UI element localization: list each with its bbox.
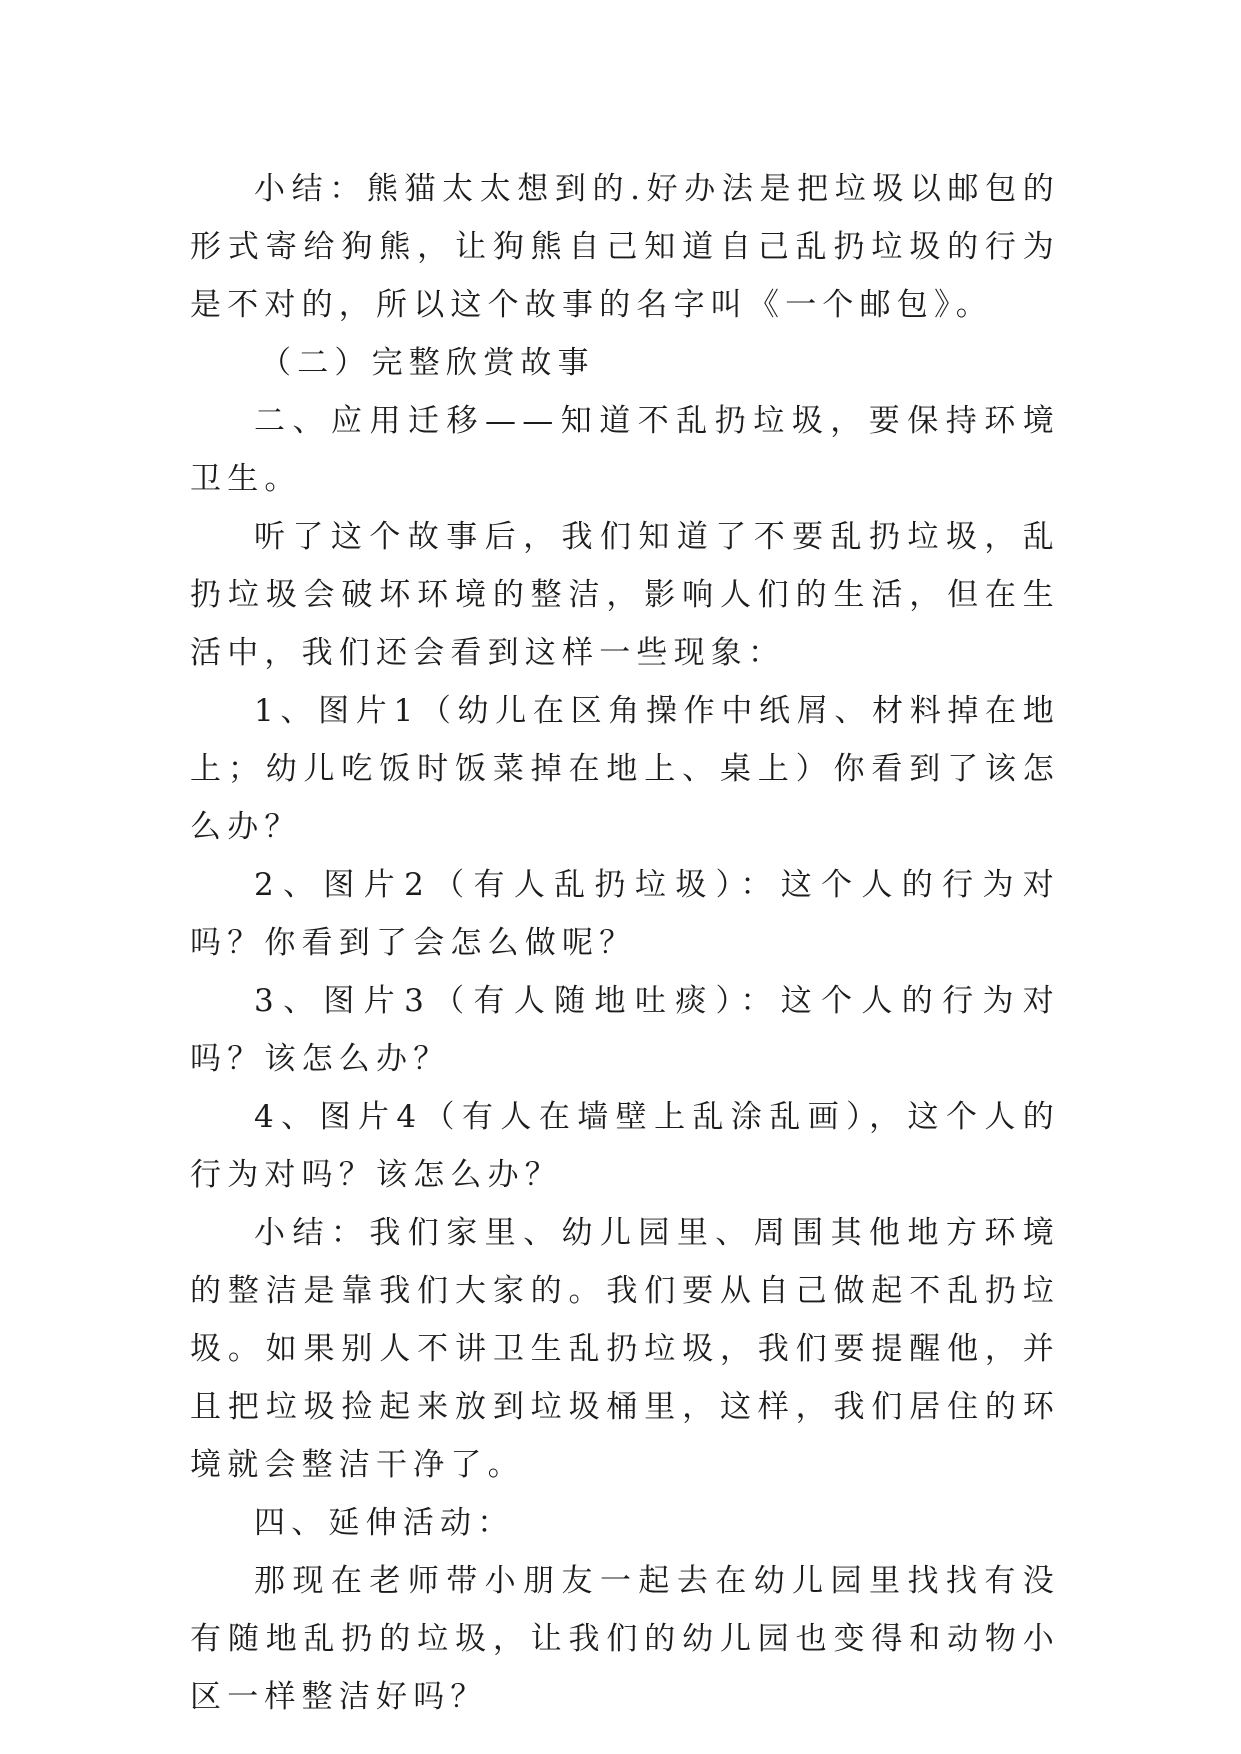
picture-item-2: 2、图片2（有人乱扔垃圾）：这个人的行为对吗？你看到了会怎么做呢？ xyxy=(190,867,1060,961)
summary-paragraph-1: 小结：熊猫太太想到的.好办法是把垃圾以邮包的形式寄给狗熊，让狗熊自己知道自己乱扔垃圾的行为是不对的，所以这个故事的名字叫《一个邮包》。 xyxy=(190,171,1060,323)
summary-paragraph-2: 小结：我们家里、幼儿园里、周围其他地方环境的整洁是靠我们大家的。我们要从自己做起不乱扔垃圾。如果别人不讲卫生乱扔垃圾，我们要提醒他，并且把垃圾捡起来放到垃圾桶里，这样，我们居住的环境就会整洁干净了。 xyxy=(190,1215,1060,1483)
section-heading-extension: 四、延伸活动： xyxy=(254,1505,515,1541)
picture-item-1: 1、图片1（幼儿在区角操作中纸屑、材料掉在地上；幼儿吃饭时饭菜掉在地上、桌上）你看到了该怎么办？ xyxy=(190,693,1060,845)
section-heading-appreciate-story: （二）完整欣赏故事 xyxy=(260,345,595,381)
document-body xyxy=(190,160,1060,1726)
picture-item-3: 3、图片3（有人随地吐痰）：这个人的行为对吗？该怎么办？ xyxy=(190,983,1060,1077)
intro-paragraph: 听了这个故事后，我们知道了不要乱扔垃圾，乱扔垃圾会破坏环境的整洁，影响人们的生活，但在生活中，我们还会看到这样一些现象： xyxy=(190,519,1060,671)
section-heading-application: 二、应用迁移——知道不乱扔垃圾，要保持环境卫生。 xyxy=(190,403,1060,497)
extension-paragraph: 那现在老师带小朋友一起去在幼儿园里找找有没有随地乱扔的垃圾，让我们的幼儿园也变得和动物小区一样整洁好吗？ xyxy=(190,1563,1060,1715)
picture-item-4: 4、图片4（有人在墙壁上乱涂乱画），这个人的行为对吗？该怎么办？ xyxy=(190,1099,1060,1193)
